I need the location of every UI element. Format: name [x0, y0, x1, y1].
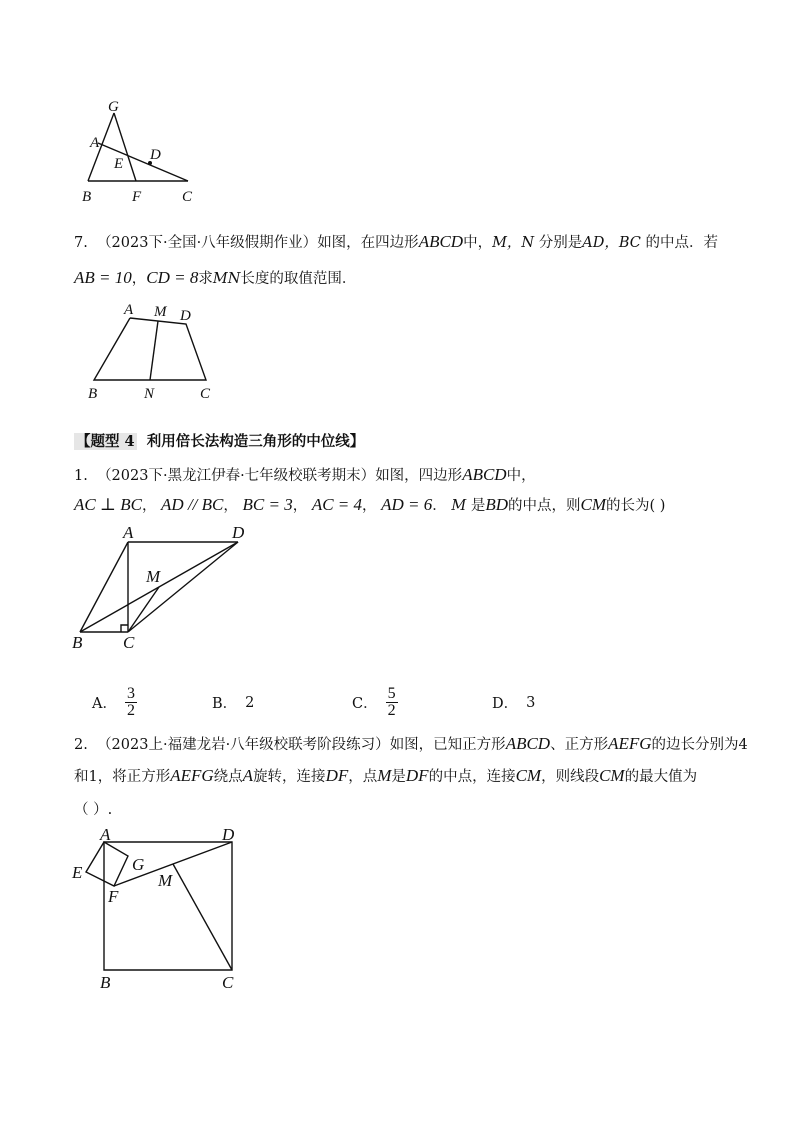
- fraction-3-2: $\frac{3}{2}$: [126, 685, 135, 719]
- label-a: A: [100, 826, 111, 844]
- label-b: B: [88, 386, 98, 402]
- label-m: M: [154, 304, 167, 320]
- label-m: M: [158, 871, 173, 890]
- label-f: F: [132, 189, 142, 205]
- q1-line2: AC ⊥ BC， AD // BC， BC = 3， AC = 4， AD = 6． M 是BD的中点，则CM的长为( ): [74, 495, 666, 514]
- q1-line1: 1. （2023下·黑龙江伊春·七年级校联考期末）如图，四边形ABCD中，: [74, 465, 536, 484]
- q1-option-d[interactable]: D． 3: [492, 694, 536, 712]
- square-abcd: [104, 842, 232, 970]
- right-angle-mark: [121, 625, 128, 632]
- label-e: E: [72, 863, 83, 882]
- label-a: A: [124, 302, 134, 318]
- segment-ac: [98, 143, 188, 181]
- q1-option-a[interactable]: A． $\frac{3}{2}$: [92, 685, 135, 719]
- figure-squares-q2: [66, 826, 276, 994]
- figure-triangle-gabc: [70, 95, 210, 210]
- segment-cm: [173, 864, 232, 970]
- q1-option-b[interactable]: B． 2: [212, 694, 255, 712]
- fraction-5-2: $\frac{5}{2}$: [387, 685, 396, 719]
- label-b: B: [72, 633, 83, 652]
- label-g: G: [132, 855, 145, 874]
- q7-line2: AB = 10，CD = 8求MN长度的取值范围．: [74, 268, 357, 287]
- segment-mn: [150, 321, 158, 380]
- label-m: M: [146, 567, 161, 586]
- label-a: A: [90, 135, 100, 151]
- label-b: B: [100, 973, 111, 992]
- q2-line1: 2. （2023上·福建龙岩·八年级校联考阶段练习）如图，已知正方形ABCD、正方形AEFG的边长分别为4: [74, 734, 748, 753]
- label-a: A: [123, 523, 134, 542]
- q7-line1: 7. （2023下·全国·八年级假期作业）如图，在四边形ABCD中，M，N 分别是AD，BC 的中点．若: [74, 232, 718, 251]
- segment-cd: [128, 542, 238, 632]
- square-aefg: [86, 842, 128, 886]
- label-g: G: [108, 99, 119, 115]
- label-c: C: [222, 973, 234, 992]
- label-c: C: [123, 633, 135, 652]
- label-d: D: [232, 523, 245, 542]
- q2-answer-blank: （ ）.: [74, 802, 113, 818]
- figure-quadrilateral-abcd-q1: [66, 522, 266, 654]
- q1-option-c[interactable]: C． $\frac{5}{2}$: [352, 685, 396, 719]
- label-b: B: [82, 189, 92, 205]
- label-e: E: [114, 156, 124, 172]
- label-c: C: [200, 386, 211, 402]
- label-d: D: [180, 308, 191, 324]
- quadrilateral-abcd: [94, 318, 206, 380]
- label-n: N: [144, 386, 155, 402]
- label-d: D: [222, 826, 235, 844]
- q2-line2: 和1，将正方形AEFG绕点A旋转，连接DF，点M是DF的中点，连接CM，则线段CM的最大值为: [74, 766, 698, 785]
- figure-quadrilateral-abcd-q7: [80, 298, 220, 404]
- label-d: D: [150, 147, 161, 163]
- label-f: F: [108, 887, 119, 906]
- segment-cm: [128, 587, 159, 632]
- section-heading-type4: 【题型 4 利用倍长法构造三角形的中位线】: [76, 433, 365, 450]
- label-c: C: [182, 189, 193, 205]
